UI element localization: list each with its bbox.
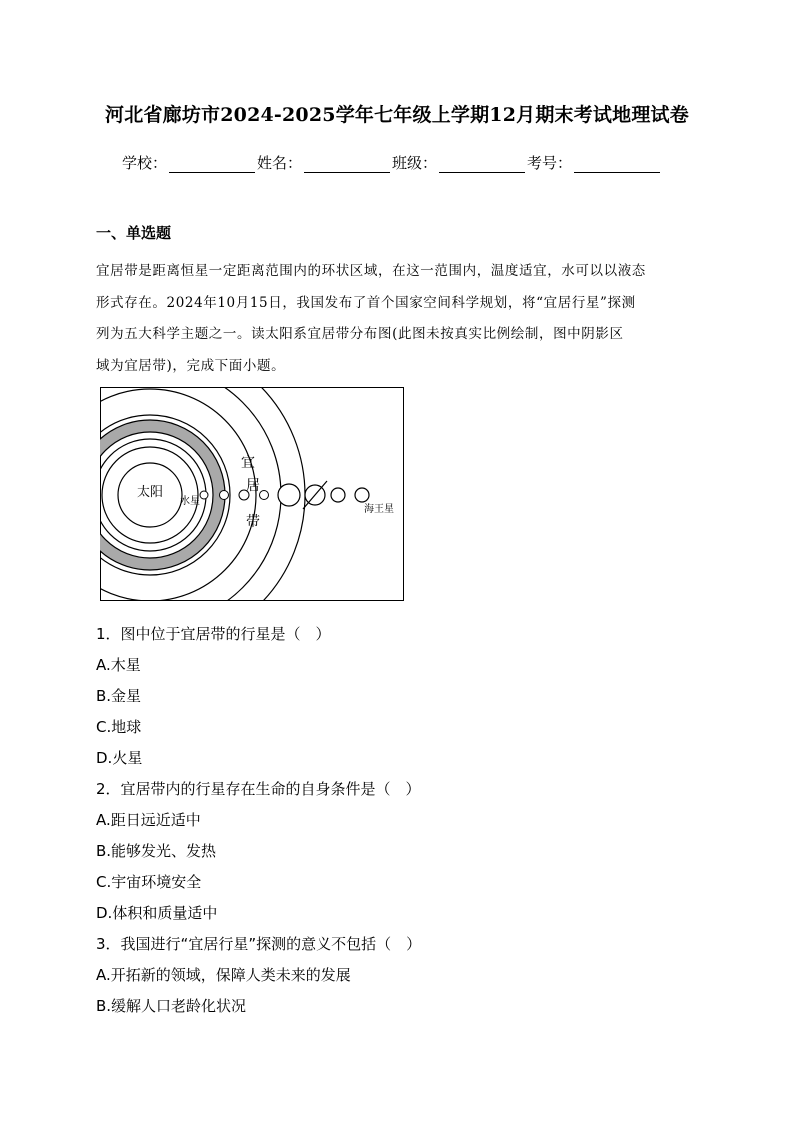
number-blank[interactable] <box>574 156 660 173</box>
passage-line: 列为五大科学主题之一。读太阳系宜居带分布图(此图未按真实比例绘制，图中阴影区 <box>96 326 624 342</box>
class-label: 班级： <box>392 154 438 172</box>
section-heading: 一、单选题 <box>96 224 172 242</box>
option-item[interactable]: B.金星 <box>96 687 142 705</box>
question-stem: 1．图中位于宜居带的行星是（ ） <box>96 625 331 643</box>
name-label: 姓名： <box>257 154 303 172</box>
option-item[interactable]: B.缓解人口老龄化状况 <box>96 997 247 1015</box>
question-stem: 3．我国进行“宜居行星”探测的意义不包括（ ） <box>96 935 422 953</box>
option-item[interactable]: C.地球 <box>96 718 142 736</box>
zone-label-char: 宜 <box>241 455 255 471</box>
option-item[interactable]: A.开拓新的领域，保障人类未来的发展 <box>96 966 351 984</box>
mercury-planet <box>200 491 208 499</box>
option-item[interactable]: A.木星 <box>96 656 141 674</box>
class-blank[interactable] <box>439 156 525 173</box>
mars-planet <box>260 491 269 500</box>
exam-title: 河北省廊坊市2024-2025学年七年级上学期12月期末考试地理试卷 <box>105 104 689 126</box>
venus-planet <box>220 491 229 500</box>
passage-line: 形式存在。2024年10月15日，我国发布了首个国家空间科学规划，将“宜居行星”探测 <box>96 294 636 311</box>
sun-label: 太阳 <box>136 485 164 500</box>
zone-label-char: 带 <box>246 514 260 530</box>
school-label: 学校： <box>122 154 168 172</box>
solar-system-diagram <box>100 387 404 601</box>
neptune-planet <box>355 488 369 502</box>
option-item[interactable]: B.能够发光、发热 <box>96 842 217 860</box>
reading-passage <box>96 256 700 382</box>
zone-label-char: 居 <box>246 478 260 494</box>
option-item[interactable]: C.宇宙环境安全 <box>96 873 202 891</box>
option-item[interactable]: D.火星 <box>96 749 143 767</box>
neptune-label: 海王星 <box>364 504 394 515</box>
uranus-planet <box>331 488 345 502</box>
school-blank[interactable] <box>169 156 255 173</box>
habitable-zone-figure <box>100 387 404 601</box>
number-label: 考号： <box>527 154 573 172</box>
passage-line: 域为宜居带)，完成下面小题。 <box>96 357 286 374</box>
student-info-row <box>122 152 662 173</box>
name-blank[interactable] <box>304 156 390 173</box>
jupiter-planet <box>278 484 300 506</box>
question-stem: 2．宜居带内的行星存在生命的自身条件是（ ） <box>96 780 421 798</box>
option-item[interactable]: A.距日远近适中 <box>96 811 201 829</box>
passage-line: 宜居带是距离恒星一定距离范围内的环状区域，在这一范围内，温度适宜，水可以以液态 <box>96 263 646 279</box>
option-item[interactable]: D.体积和质量适中 <box>96 904 218 922</box>
mercury-label: 水星 <box>180 496 200 507</box>
